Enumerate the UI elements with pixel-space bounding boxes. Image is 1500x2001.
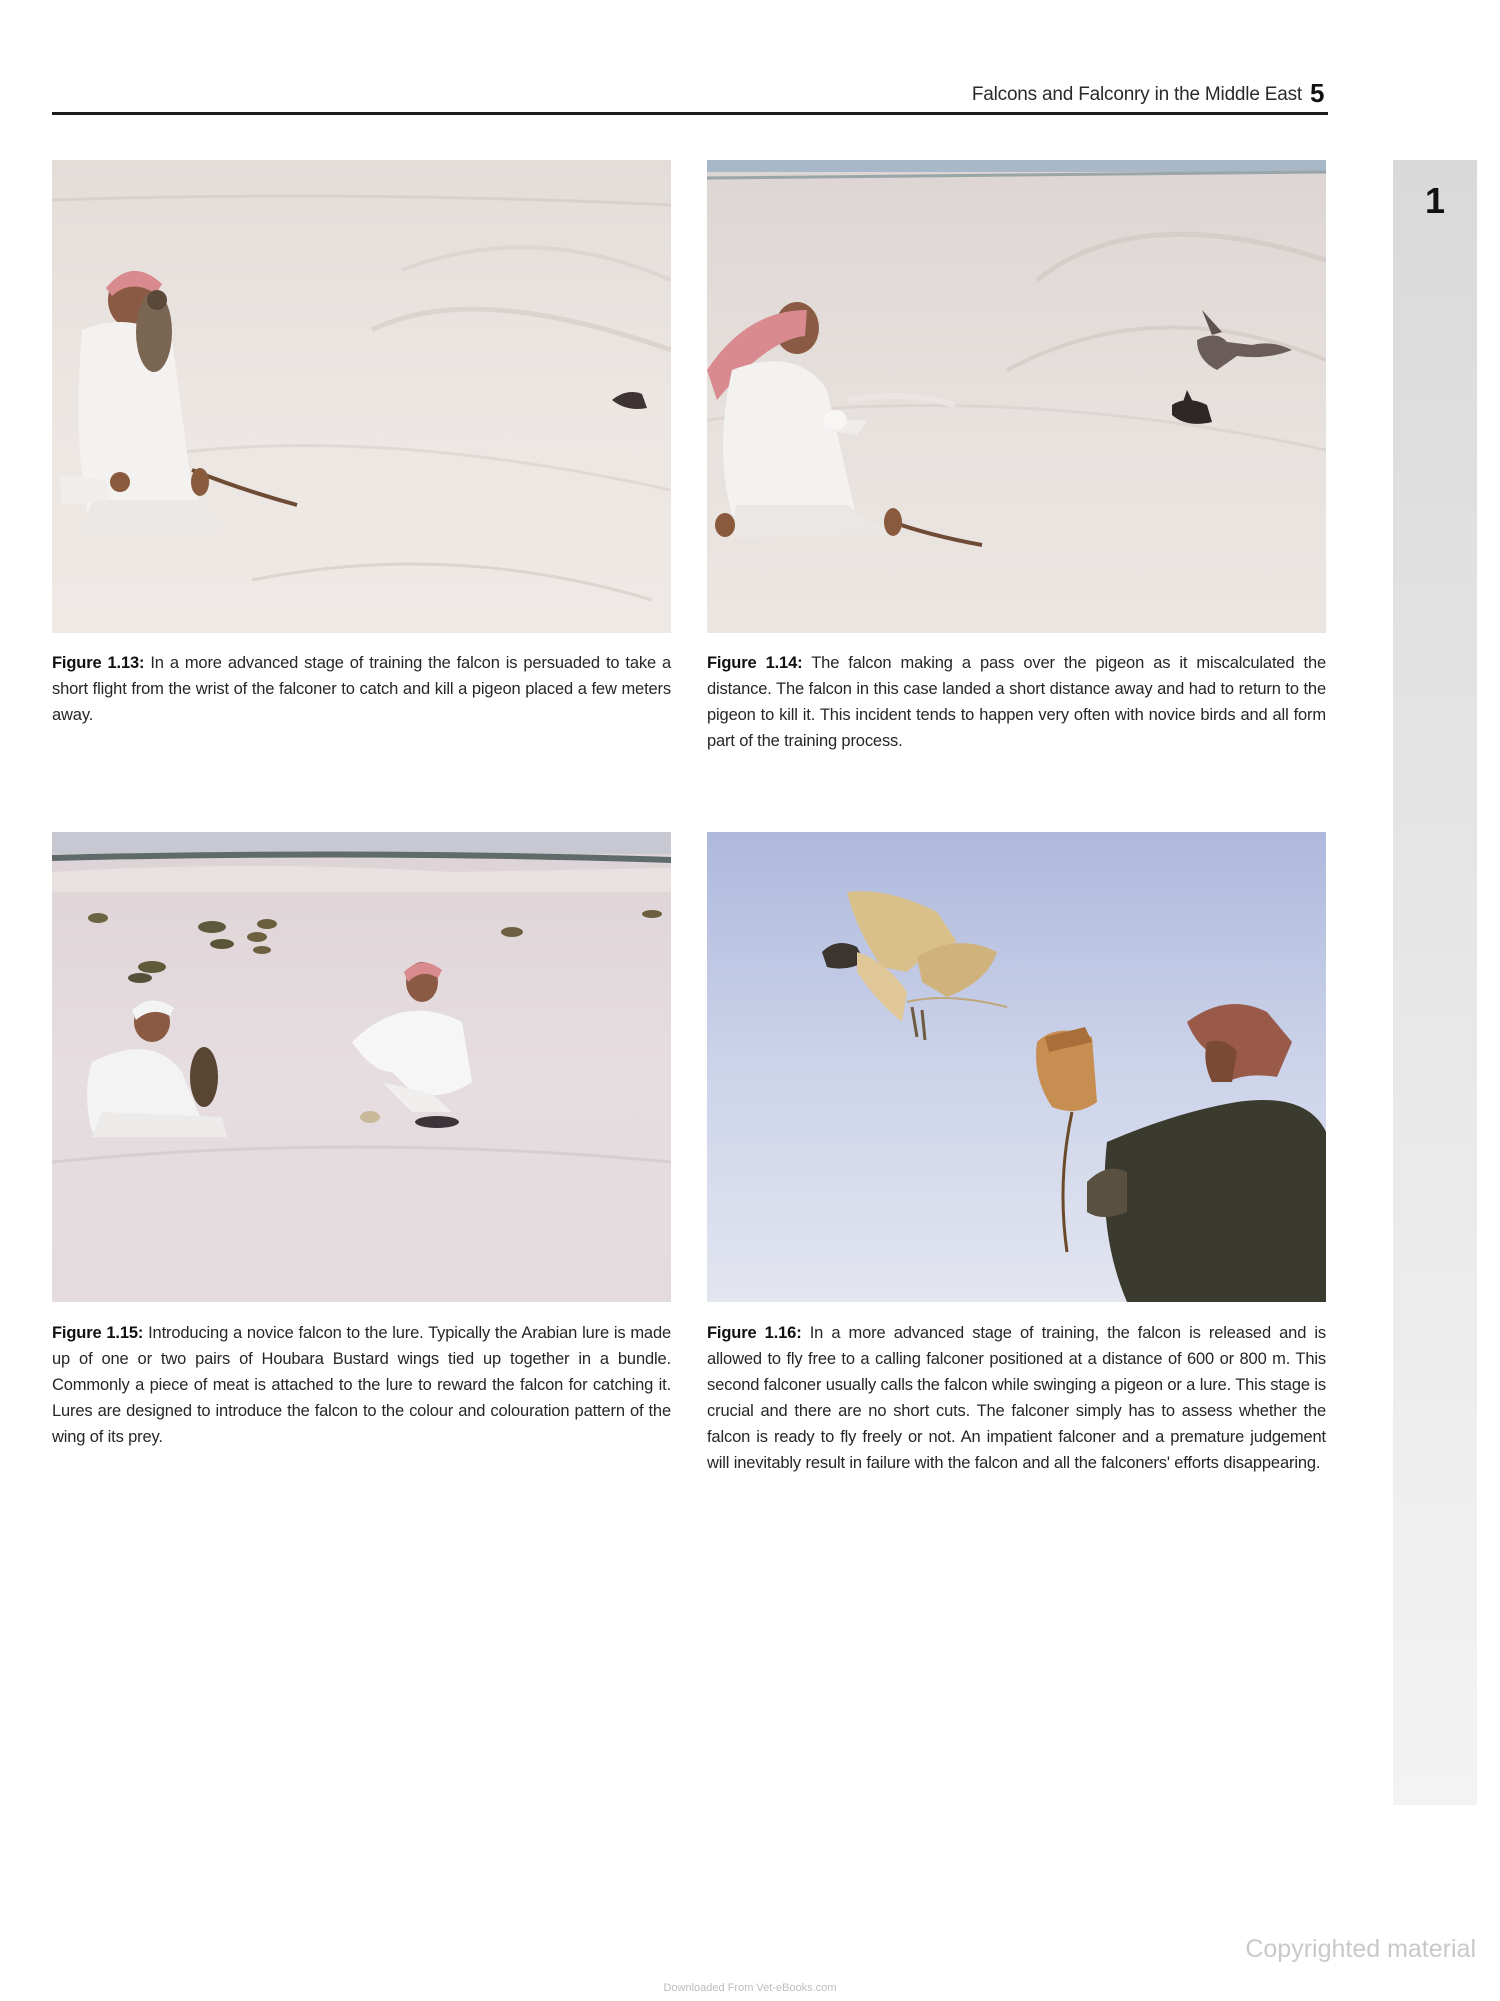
chapter-number: 1 [1424, 180, 1446, 221]
figure-1-16-caption [707, 1320, 1326, 1476]
figure-1-14-text: The falcon making a pass over the pigeon as it miscalculated the distance. The falcon in this case landed a short distance away and had to return to the pigeon to kill it. This incident tends to happen very often with novice birds and all form part of the training process. [707, 654, 1327, 750]
figure-1-16-photo [707, 832, 1326, 1302]
figure-1-15-text: Introducing a novice falcon to the lure. Typically the Arabian lure is made up of one or two pairs of Houbara Bustard wings tied up together in a bundle. Commonly a piece of meat is attached to the lure to reward the falcon for catching it. Lures are designed to introduce the falcon to the colour and colouration pattern of the wing of its prey. [52, 1324, 672, 1446]
figure-1-14-photo [707, 160, 1326, 633]
download-source-note: Downloaded From Vet-eBooks.com [663, 1982, 837, 1994]
figure-1-16-label: Figure 1.16: [707, 1324, 802, 1342]
chapter-thumb-tab [1393, 160, 1477, 1805]
figure-1-15-label: Figure 1.15: [52, 1324, 144, 1342]
figure-1-16-text: In a more advanced stage of training, the falcon is released and is allowed to fly free to a calling falconer positioned at a distance of 600 or 800 m. This second falconer usually calls the falcon while swinging a pigeon or a lure. This stage is crucial and there are no short cuts. The falconer simply has to assess whether the falcon is ready to fly freely or not. An impatient falconer and a premature judgement will inevitably result in failure with the falcon and all the falconers' efforts disappearing. [707, 1324, 1327, 1472]
figure-1-13-caption [52, 650, 671, 728]
running-header-title: Falcons and Falconry in the Middle East [971, 84, 1302, 105]
copyright-notice: Copyrighted material [1245, 1935, 1476, 1963]
page-number: 5 [1310, 78, 1325, 108]
figure-1-13-label: Figure 1.13: [52, 654, 145, 672]
figure-1-14-caption [707, 650, 1326, 754]
figure-1-13-text: In a more advanced stage of training the falcon is persuaded to take a short flight from the wrist of the falconer to catch and kill a pigeon placed a few meters away. [52, 654, 672, 724]
figure-1-15-caption [52, 1320, 671, 1450]
header-rule [52, 112, 1328, 115]
figure-1-13-photo [52, 160, 671, 633]
figure-1-15-photo [52, 832, 671, 1302]
figure-1-14-label: Figure 1.14: [707, 654, 803, 672]
